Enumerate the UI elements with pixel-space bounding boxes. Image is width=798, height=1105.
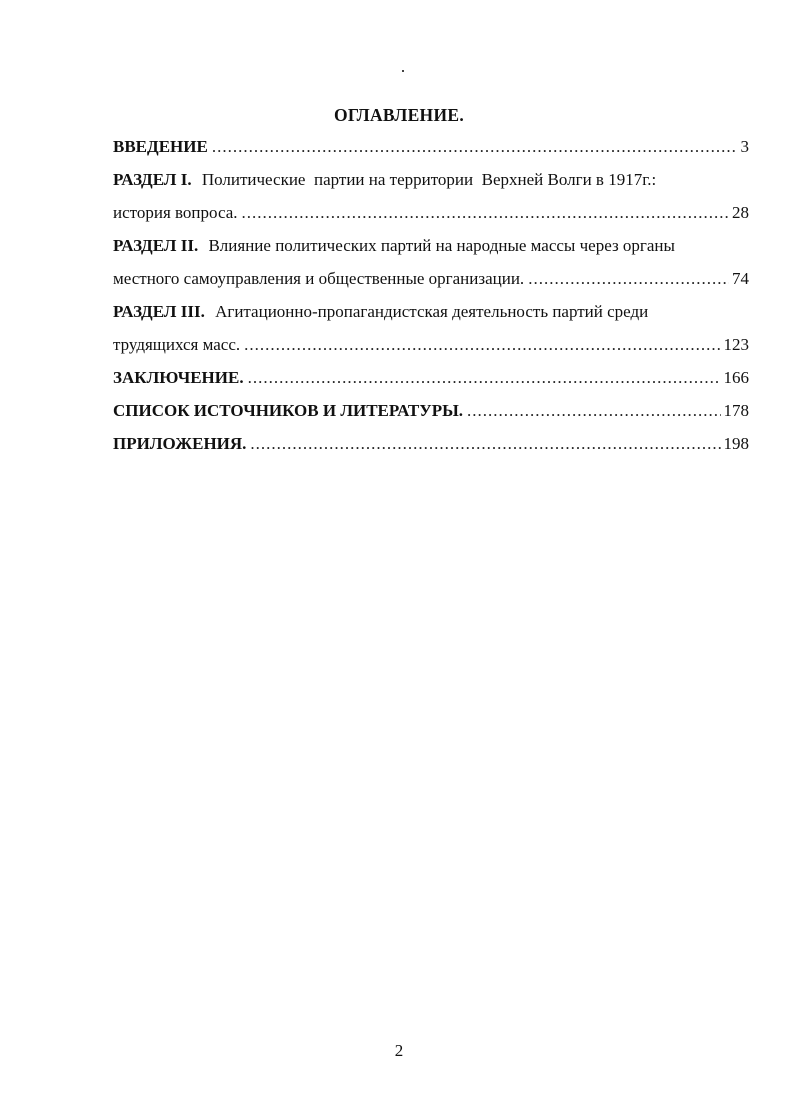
toc-section3-text2: трудящихся масс. — [113, 335, 241, 354]
toc-entry-appendix[interactable] — [113, 430, 749, 463]
toc-conclusion-label: ЗАКЛЮЧЕНИЕ. — [113, 368, 244, 387]
toc-entry-intro[interactable] — [113, 133, 749, 166]
toc-intro-label: ВВЕДЕНИЕ — [113, 137, 208, 156]
toc-section2-text1: Влияние политических партий на народные массы через органы — [208, 236, 675, 255]
toc-entry-sources[interactable] — [113, 397, 749, 430]
toc-appendix-page: 198 — [723, 434, 749, 453]
toc-section1-page: 28 — [732, 203, 749, 222]
toc-entry-section3-line2[interactable] — [113, 331, 749, 364]
toc-sources-label: СПИСОК ИСТОЧНИКОВ И ЛИТЕРАТУРЫ. — [113, 401, 464, 420]
toc-intro-page: 3 — [740, 137, 749, 156]
toc-entry-conclusion[interactable] — [113, 364, 749, 397]
toc-entry-section1-line2[interactable] — [113, 199, 749, 232]
page-number: 2 — [394, 1041, 404, 1060]
toc-entry-section1-line1[interactable] — [113, 166, 749, 199]
leader-dots — [250, 434, 720, 454]
toc-appendix-label: ПРИЛОЖЕНИЯ. — [113, 434, 247, 453]
toc-entry-section2-line2[interactable] — [113, 265, 749, 298]
toc-sources-page: 178 — [723, 401, 749, 420]
leader-dots — [528, 269, 729, 289]
leader-dots — [212, 137, 738, 157]
table-of-contents — [113, 133, 749, 463]
toc-title: ОГЛАВЛЕНИЕ. — [333, 105, 465, 125]
leader-dots — [467, 401, 720, 421]
toc-entry-section2-line1[interactable] — [113, 232, 749, 265]
toc-section1-text2: история вопроса. — [113, 203, 238, 222]
leader-dots — [244, 335, 720, 355]
toc-section3-page: 123 — [723, 335, 749, 354]
toc-section1-text1: Политические партии на территории Верхней Волги в 1917г.: — [201, 170, 657, 189]
toc-section2-label: РАЗДЕЛ II. — [113, 236, 199, 255]
toc-section1-label: РАЗДЕЛ I. — [113, 170, 192, 189]
toc-section3-label: РАЗДЕЛ III. — [113, 302, 205, 321]
leader-dots — [242, 203, 730, 223]
toc-conclusion-page: 166 — [723, 368, 749, 387]
toc-section3-text1: Агитационно-пропагандистская деятельность партий среди — [215, 302, 649, 321]
scan-speck — [402, 70, 404, 72]
leader-dots — [248, 368, 721, 388]
toc-entry-section3-line1[interactable] — [113, 298, 749, 331]
toc-section2-page: 74 — [732, 269, 749, 288]
toc-section2-text2: местного самоуправления и общественные организации. — [113, 269, 525, 288]
